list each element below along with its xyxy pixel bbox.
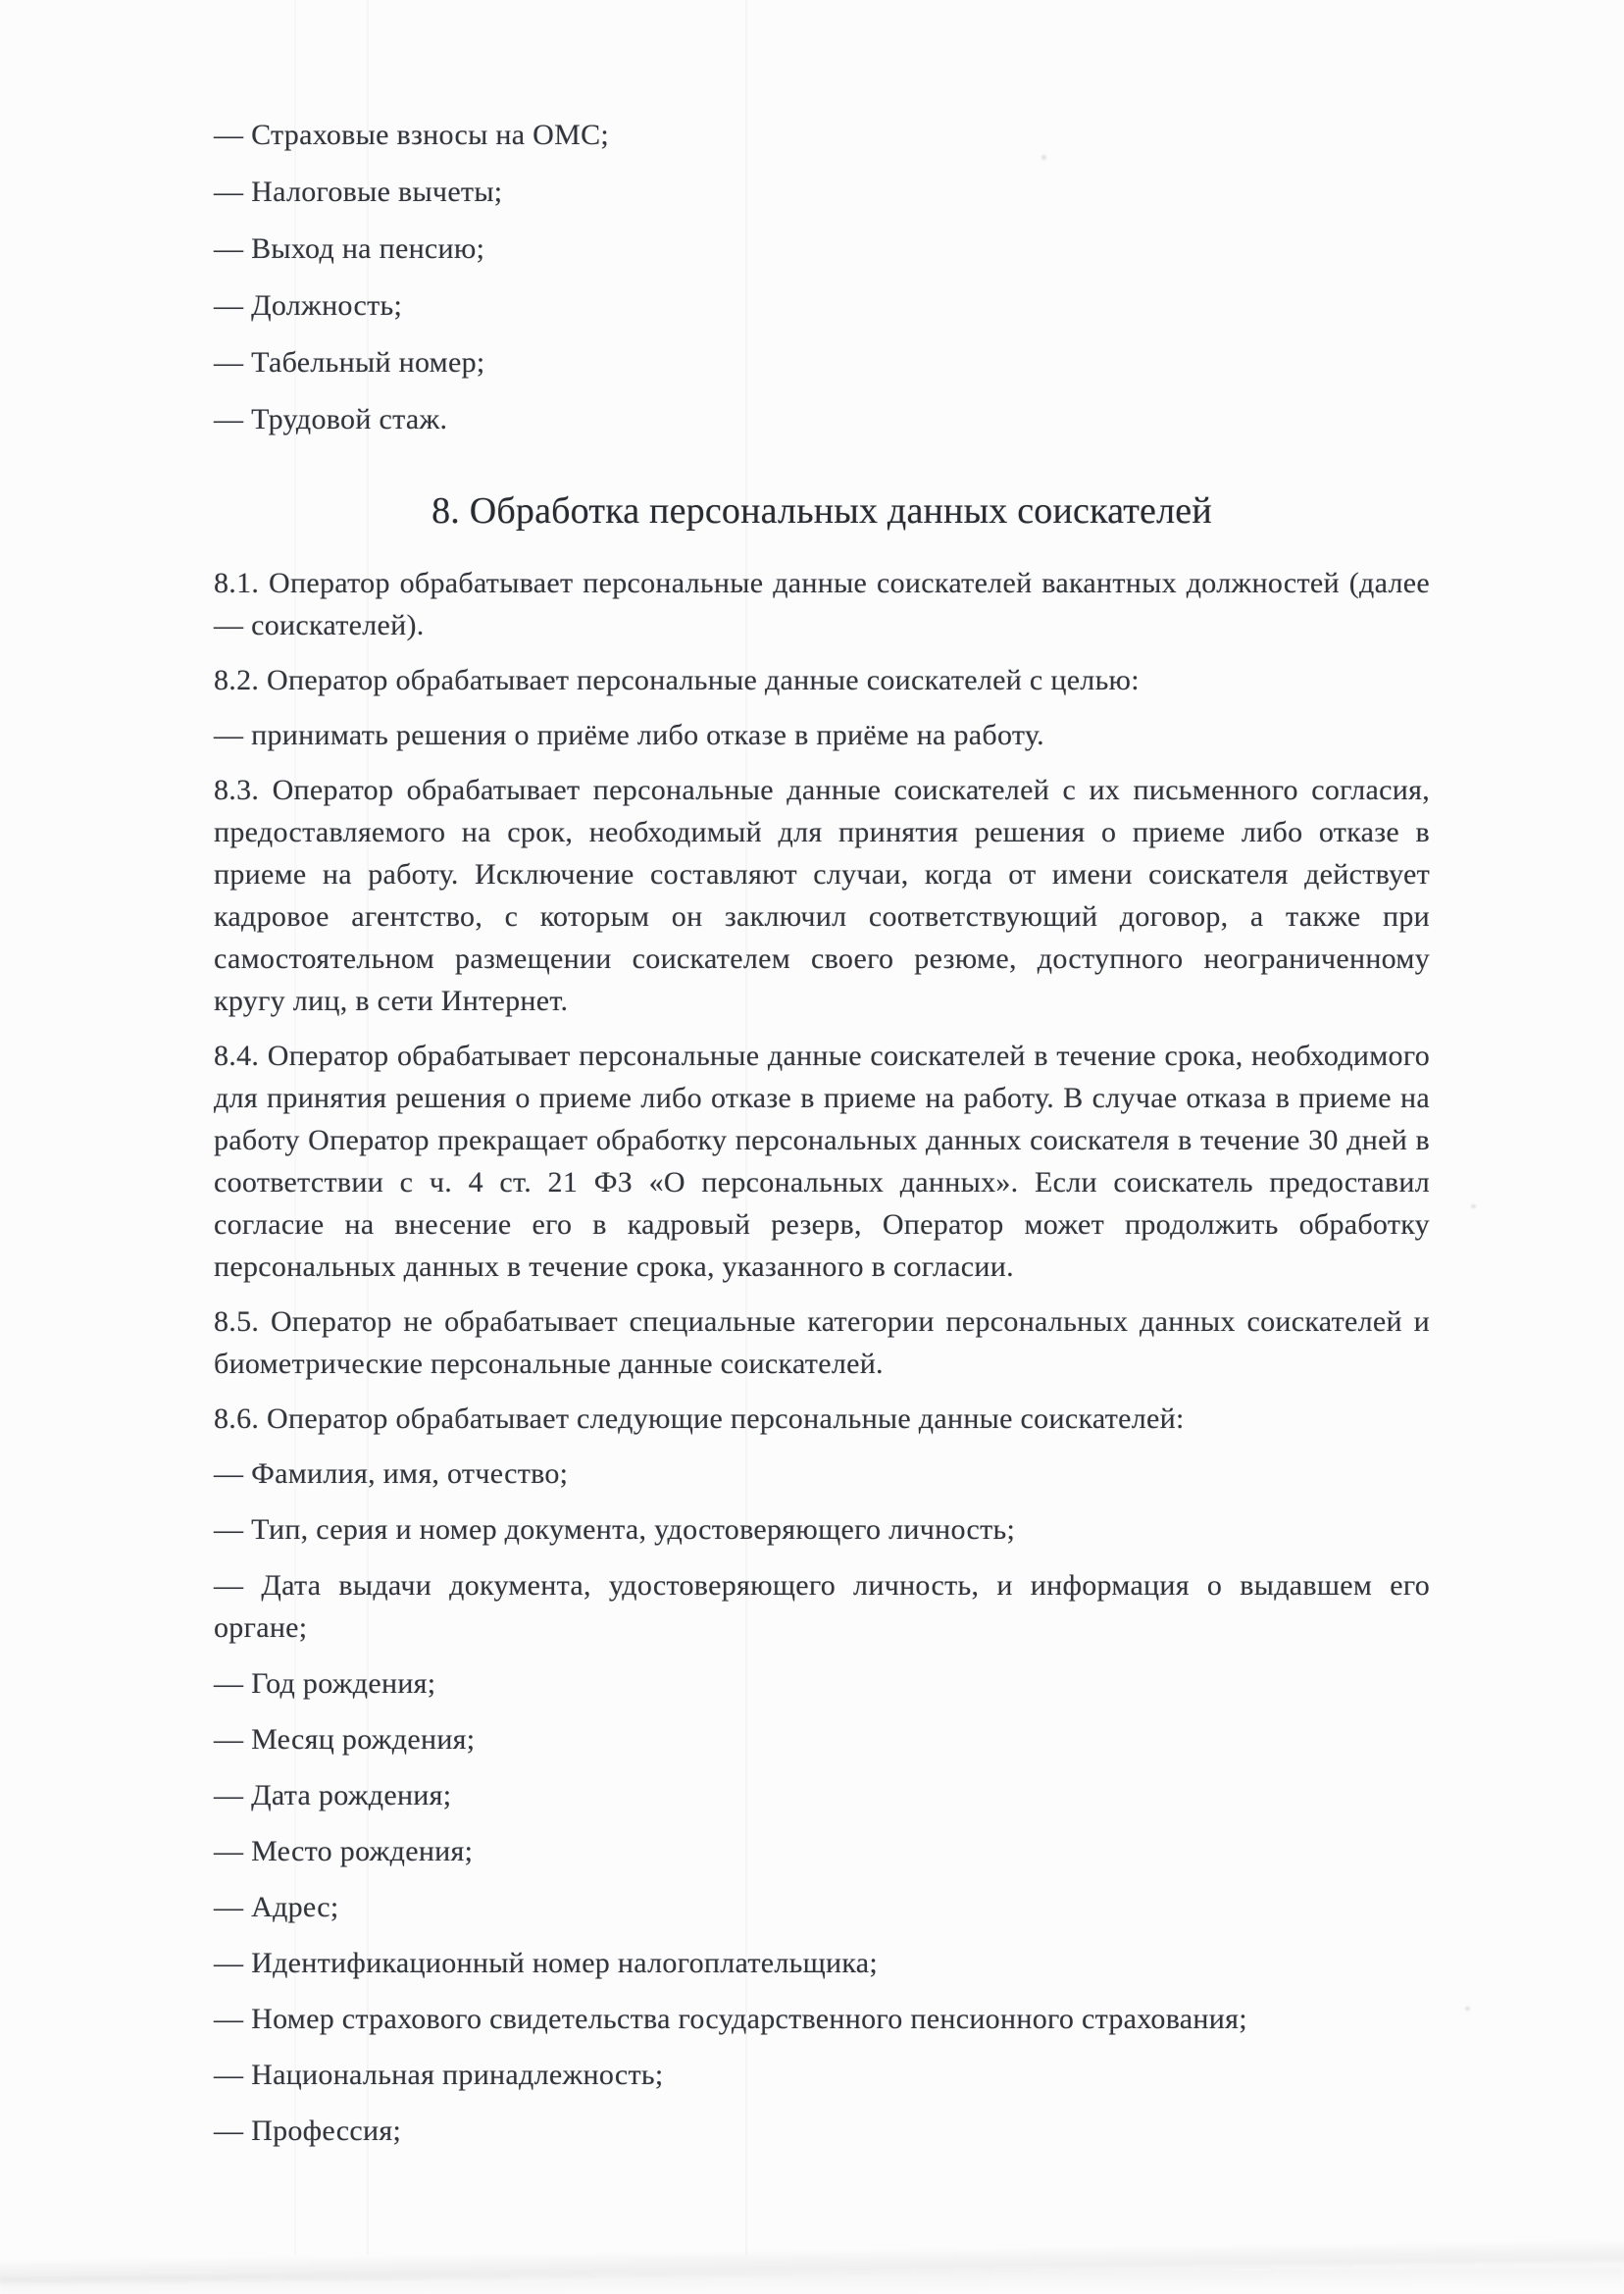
list-item-document-issue-info: — Дата выдачи документа, удостоверяющего личность, и информация о выдавшем его органе;: [214, 1569, 1430, 1644]
list-item-birth-date: — Дата рождения;: [214, 1779, 452, 1811]
list-item-work-experience: — Трудовой стаж.: [214, 403, 448, 435]
clause-8-2: 8.2. Оператор обрабатывает персональные данные соискателей с целью:: [214, 664, 1140, 696]
scan-artifact-speck: [1471, 1204, 1476, 1208]
scan-bottom-edge: [0, 2267, 1624, 2294]
list-item-full-name: — Фамилия, имя, отчество;: [214, 1457, 569, 1490]
clause-8-3: 8.3. Оператор обрабатывает персональные данные соискателей с их письменного согласия, предоставляемого на срок, необходимый для принятия решения о приеме либо отказе в приеме на работу. Исключение составляют случаи, когда от имени соискателя действует кадровое агентство, с которым он заключил соответствующий договор, а также при самостоятельном размещении соискателем своего резюме, доступного неограниченному кругу лиц, в сети Интернет.: [214, 774, 1430, 1017]
list-item-birth-month: — Месяц рождения;: [214, 1723, 476, 1756]
list-item-personnel-number: — Табельный номер;: [214, 346, 485, 379]
clause-8-4: 8.4. Оператор обрабатывает персональные данные соискателей в течение срока, необходимого для принятия решения о приеме либо отказе в приеме на работу. В случае отказа в приеме на работу Оператор прекращает обработку персональных данных соискателя в течение 30 дней в соответствии с ч. 4 ст. 21 ФЗ «О персональных данных». Если соискатель предоставил согласие на внесение его в кадровый резерв, Оператор может продолжить обработку персональных данных в течение срока, указанного в согласии.: [214, 1040, 1430, 1283]
list-item-taxpayer-id: — Идентификационный номер налогоплательщика;: [214, 1947, 879, 1979]
list-item-tax-deductions: — Налоговые вычеты;: [214, 176, 503, 208]
list-item-address: — Адрес;: [214, 1891, 339, 1923]
document-body: [214, 114, 1430, 2166]
list-item-profession: — Профессия;: [214, 2115, 402, 2147]
section-8-heading: 8. Обработка персональных данных соискателей: [431, 490, 1212, 532]
list-item-oms-contributions: — Страховые взносы на ОМС;: [214, 119, 610, 151]
clause-8-1: 8.1. Оператор обрабатывает персональные данные соискателей вакантных должностей (далее — соискателей).: [214, 567, 1430, 641]
scan-bottom-shadow: [0, 2243, 1624, 2283]
list-item-birth-year: — Год рождения;: [214, 1667, 436, 1700]
list-item-retirement: — Выход на пенсию;: [214, 232, 485, 265]
list-item-pension-insurance-number: — Номер страхового свидетельства государственного пенсионного страхования;: [214, 2003, 1247, 2035]
list-item-birth-place: — Место рождения;: [214, 1835, 474, 1867]
list-item-nationality: — Национальная принадлежность;: [214, 2059, 664, 2091]
scan-artifact-speck: [1465, 2007, 1470, 2011]
list-item-identity-document: — Тип, серия и номер документа, удостоверяющего личность;: [214, 1513, 1016, 1546]
clause-8-6: 8.6. Оператор обрабатывает следующие персональные данные соискателей:: [214, 1402, 1185, 1435]
clause-8-5: 8.5. Оператор не обрабатывает специальные категории персональных данных соискателей и биометрические персональные данные соискателей.: [214, 1305, 1430, 1380]
list-item-position: — Должность;: [214, 289, 403, 322]
clause-8-2-bullet: — принимать решения о приёме либо отказе в приёме на работу.: [214, 719, 1044, 751]
